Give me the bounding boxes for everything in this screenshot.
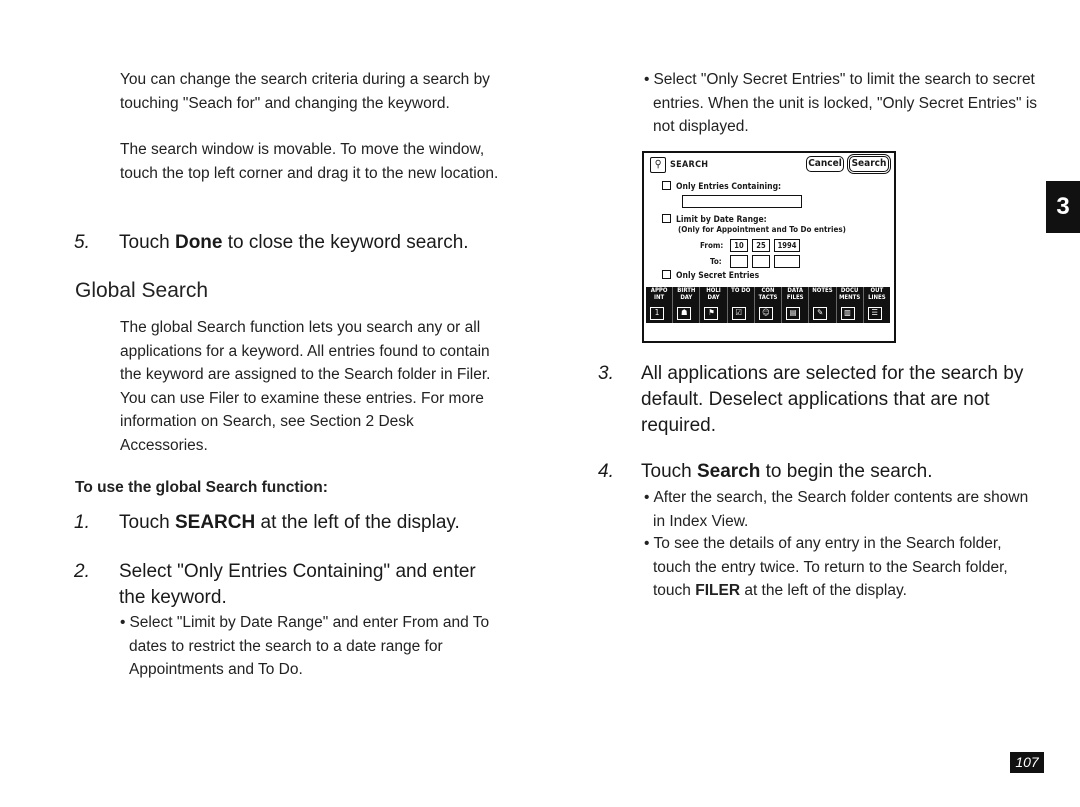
section-heading: Global Search [75,279,209,302]
from-year-field[interactable]: 1994 [774,239,800,252]
limit-date-option[interactable]: Limit by Date Range: [662,214,767,225]
application-selector-bar [646,287,890,323]
to-month-field[interactable] [730,255,748,268]
document-icon: ▥ [841,307,855,320]
outline-icon: ☰ [868,307,882,320]
from-day-field[interactable]: 25 [752,239,770,252]
app-appointment-button[interactable]: APPO INT 1 [646,287,673,323]
only-entries-checkbox[interactable] [662,181,671,190]
search-window-icon[interactable]: ⚲ [650,157,666,173]
checklist-icon: ☑ [732,307,746,320]
to-year-field[interactable] [774,255,800,268]
to-label: To: [710,257,722,266]
section-tab: 3 [1046,181,1080,233]
step-4-bullet-2: • To see the details of any entry in the Search folder, touch the entry twice. To return to the Search folder, touch FILER at the left of the display. [644,532,1023,603]
only-entries-option[interactable]: Only Entries Containing: [662,181,781,192]
procedure-subheading: To use the global Search function: [75,479,328,496]
step-5: 5. Touch Done to close the keyword search. [74,232,469,253]
app-contacts-button[interactable]: CON TACTS ☺ [755,287,782,323]
intro-paragraph-1: You can change the search criteria during a search by touching "Seach for" and changing the keyword. [120,71,490,112]
search-button[interactable]: Search [849,156,889,172]
person-icon: ☺ [759,307,773,320]
step-4: 4. Touch Search to begin the search. [598,461,933,482]
app-birthday-button[interactable]: BIRTH DAY ☗ [673,287,700,323]
app-holiday-button[interactable]: HOLI DAY ⚑ [700,287,727,323]
notes-icon: ✎ [813,307,827,320]
calendar-icon: 1 [650,307,664,320]
step-2-bullet: • Select "Limit by Date Range" and enter From and To dates to restrict the search to a date range for Appointments and To Do. [120,611,499,682]
secret-entries-checkbox[interactable] [662,270,671,279]
app-documents-button[interactable]: DOCU MENTS ▥ [837,287,864,323]
secret-entries-bullet: • Select "Only Secret Entries" to limit the search to secret entries. When the unit is locked, "Only Secret Entries" is not displayed. [644,68,1048,139]
flag-icon: ⚑ [704,307,718,320]
search-window-screenshot [642,151,896,343]
from-label: From: [700,241,724,250]
keyword-input[interactable] [682,195,802,208]
search-window-title: SEARCH [670,160,709,170]
step-1: 1. Touch SEARCH at the left of the display. [74,512,460,533]
gift-icon: ☗ [677,307,691,320]
limit-date-checkbox[interactable] [662,214,671,223]
secret-entries-option[interactable]: Only Secret Entries [662,270,759,281]
app-todo-button[interactable]: TO DO ☑ [728,287,755,323]
database-icon: ▤ [786,307,800,320]
cancel-button[interactable]: Cancel [806,156,844,172]
step-4-bullet-1: • After the search, the Search folder contents are shown in Index View. [644,486,1038,533]
limit-date-note: (Only for Appointment and To Do entries) [678,225,846,234]
step-3: 3. All applications are selected for the search by default. Deselect applications that are not required. [598,363,1024,436]
page-number: 107 [1010,752,1044,773]
from-month-field[interactable]: 10 [730,239,748,252]
app-outlines-button[interactable]: OUT LINES ☰ [864,287,890,323]
section-paragraph: The global Search function lets you search any or all applications for a keyword. All entries found to contain the keyword are assigned to the Search folder in Filer. You can use Filer to examine these entries. For more information on Search, see Section 2 Desk Accessories. [120,319,491,454]
app-data-files-button[interactable]: DATA FILES ▤ [782,287,809,323]
intro-paragraph-2: The search window is movable. To move the window, touch the top left corner and drag it to the new location. [120,141,499,182]
app-notes-button[interactable]: NOTES ✎ [809,287,836,323]
to-day-field[interactable] [752,255,770,268]
step-2: 2. Select "Only Entries Containing" and enter the keyword. [74,561,476,608]
